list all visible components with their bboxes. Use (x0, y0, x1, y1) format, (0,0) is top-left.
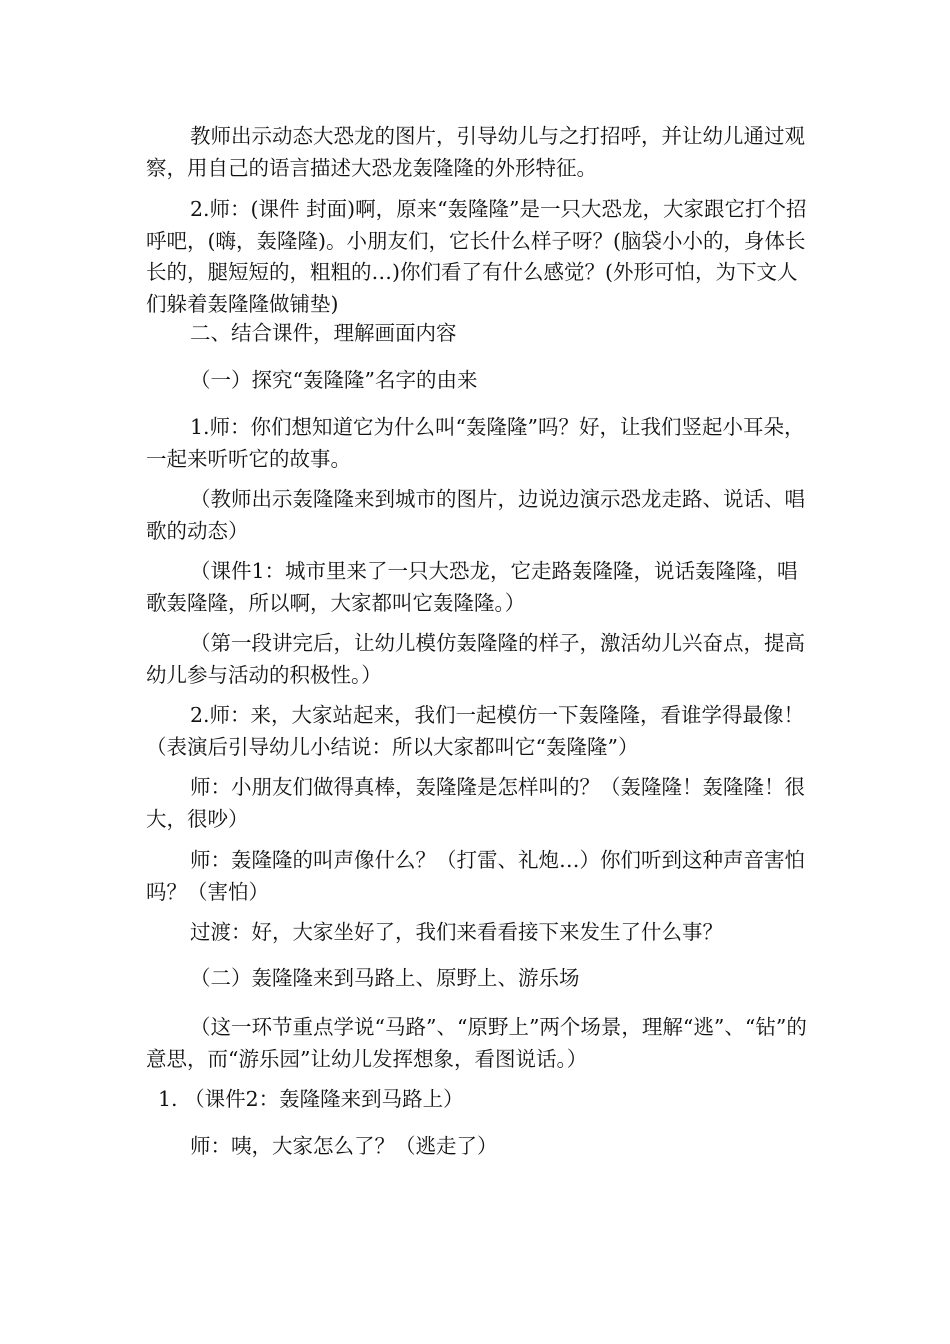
paragraph-transition: 过渡：好，大家坐好了，我们来看看接下来发生了什么事？ (190, 920, 723, 944)
paragraph-teacher-question: 师：咦，大家怎么了？（逃走了） (190, 1134, 498, 1158)
paragraph-sound-question: 师：轰隆隆的叫声像什么？（打雷、礼炮…）你们听到这种声音害怕吗？（害怕） (146, 848, 805, 904)
paragraph-teacher-praise: 师：小朋友们做得真棒，轰隆隆是怎样叫的？（轰隆隆！轰隆隆！很大，很吵） (146, 775, 805, 831)
section-heading-2: 二、结合课件，理解画面内容 (190, 321, 457, 345)
paragraph-step-2-cover: 2.师：(课件 封面)啊，原来“轰隆隆”是一只大恐龙，大家跟它打个招呼吧，(嗨，轰隆隆)。小朋友们，它长什么样子呀？(脑袋小小的，身体长长的，腿短短的，粗粗的…)你们看了有什么感觉？(外形可怕，为下文人们躲着轰隆隆做铺垫) (146, 197, 807, 316)
paragraph-imitation-note: （第一段讲完后，让幼儿模仿轰隆隆的样子，激活幼儿兴奋点，提高幼儿参与活动的积极性。） (146, 631, 805, 687)
paragraph-section-focus: （这一环节重点学说“马路”、“原野上”两个场景，理解“逃”、“钻”的意思，而“游乐园”让幼儿发挥想象，看图说话。） (146, 1015, 807, 1071)
paragraph-teacher-demo: （教师出示轰隆隆来到城市的图片，边说边演示恐龙走路、说话、唱歌的动态） (146, 487, 805, 543)
paragraph-step-1-name: 1.师：你们想知道它为什么叫“轰隆隆”吗？好，让我们竖起小耳朵，一起来听听它的故事。 (146, 415, 805, 471)
list-item-courseware-2: 1. （课件2：轰隆隆来到马路上） (158, 1087, 464, 1111)
subsection-heading-1: （一）探究“轰隆隆”名字的由来 (190, 368, 478, 392)
paragraph-step-2-imitate: 2.师：来，大家站起来，我们一起模仿一下轰隆隆，看谁学得最像！（表演后引导幼儿小结说：所以大家都叫它“轰隆隆”） (146, 703, 805, 759)
paragraph-courseware-1: （课件1：城市里来了一只大恐龙，它走路轰隆隆，说话轰隆隆，唱歌轰隆隆，所以啊，大家都叫它轰隆隆。） (146, 559, 798, 615)
subsection-heading-2: （二）轰隆隆来到马路上、原野上、游乐场 (190, 966, 580, 990)
paragraph-intro: 教师出示动态大恐龙的图片，引导幼儿与之打招呼，并让幼儿通过观察，用自己的语言描述大恐龙轰隆隆的外形特征。 (146, 124, 805, 180)
